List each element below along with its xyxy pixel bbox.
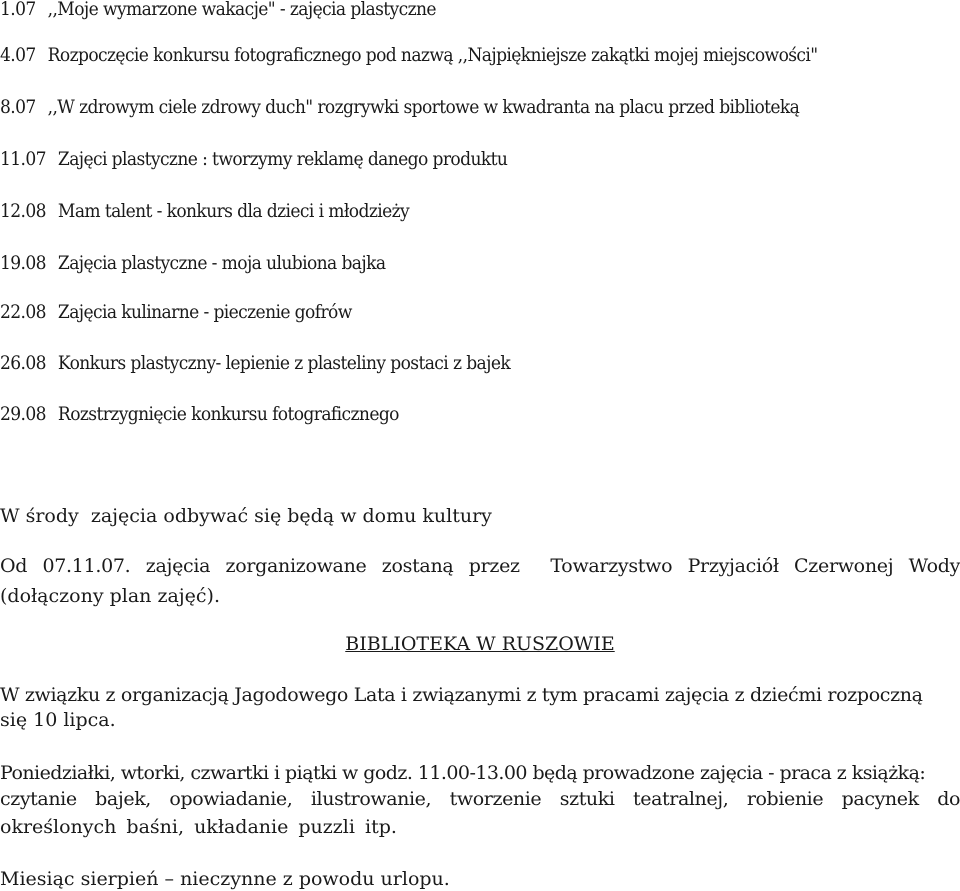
schedule-item — [0, 0, 436, 21]
jagodowe-note-line1: W związku z organizacją Jagodowego Lata i związanymi z tym pracami zajęcia z dziećmi rozpoczną — [0, 684, 923, 706]
schedule-note-line2: czytanie bajek, opowiadanie, ilustrowanie, tworzenie sztuki teatralnej, robienie pacynek do — [0, 788, 960, 810]
schedule-date: 12.08 — [0, 200, 46, 222]
schedule-text: Zajęcia plastyczne - moja ulubiona bajka — [57, 252, 386, 274]
schedule-item — [0, 147, 507, 171]
wednesday-note: W środy zajęcia odbywać się będą w domu kultury — [0, 505, 492, 527]
schedule-text: ,,W zdrowym ciele zdrowy duch" rozgrywki sportowe w kwadranta na placu przed biblioteką — [47, 96, 800, 118]
schedule-text: Konkurs plastyczny- lepienie z plasteliny postaci z bajek — [57, 352, 511, 374]
schedule-item — [0, 251, 385, 275]
closing-note: Miesiąc sierpień – nieczynne z powodu urlopu. — [0, 868, 450, 890]
schedule-text: Rozstrzygnięcie konkursu fotograficznego — [57, 403, 399, 425]
schedule-date: 1.07 — [0, 0, 36, 20]
schedule-text: ,,Moje wymarzone wakacje" - zajęcia plastyczne — [47, 0, 436, 20]
schedule-date: 11.07 — [0, 148, 46, 170]
schedule-date: 19.08 — [0, 252, 46, 274]
schedule-item — [0, 300, 352, 324]
schedule-note-line3: określonych baśni, układanie puzzli itp. — [0, 816, 397, 838]
schedule-date: 8.07 — [0, 96, 36, 118]
schedule-note-line1: Poniedziałki, wtorki, czwartki i piątki w godz. 11.00-13.00 będą prowadzone zajęcia - praca z książką: — [0, 762, 926, 784]
schedule-text: Zajęcia kulinarne - pieczenie gofrów — [57, 301, 352, 323]
schedule-date: 4.07 — [0, 44, 36, 66]
schedule-item — [0, 95, 799, 119]
section-heading — [0, 632, 960, 656]
schedule-item — [0, 43, 818, 67]
schedule-date: 29.08 — [0, 403, 46, 425]
organization-note-line2: (dołączony plan zajęć). — [0, 585, 221, 607]
schedule-item — [0, 351, 510, 375]
schedule-item — [0, 199, 409, 223]
schedule-date: 22.08 — [0, 301, 46, 323]
section-heading-text: BIBLIOTEKA W RUSZOWIE — [345, 633, 615, 655]
jagodowe-note-line2: się 10 lipca. — [0, 709, 116, 731]
schedule-text: Zajęci plastyczne : tworzymy reklamę danego produktu — [57, 148, 508, 170]
schedule-date: 26.08 — [0, 352, 46, 374]
schedule-item — [0, 402, 399, 426]
organization-note-line1: Od 07.11.07. zajęcia zorganizowane zostaną przez Towarzystwo Przyjaciół Czerwonej Wody — [0, 555, 960, 577]
schedule-text: Rozpoczęcie konkursu fotograficznego pod nazwą ,,Najpiękniejsze zakątki mojej miejscowości" — [47, 44, 818, 66]
schedule-text: Mam talent - konkurs dla dzieci i młodzieży — [57, 200, 410, 222]
